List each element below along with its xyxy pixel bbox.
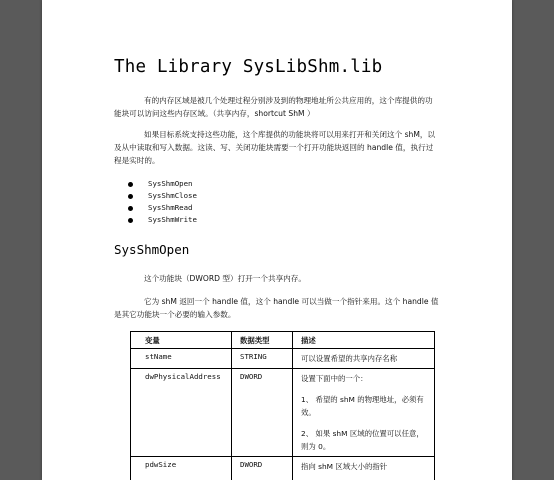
description-line: 2、 如果 shM 区域的位置可以任意，则为 0。 xyxy=(301,429,424,451)
cell-description xyxy=(293,349,435,369)
column-header-variable: 变量 xyxy=(131,332,232,349)
section-heading: SysShmOpen xyxy=(114,242,190,257)
list-item-label: SysShmOpen xyxy=(148,179,193,188)
bullet-icon xyxy=(128,182,133,187)
cell-type: DWORD xyxy=(232,457,293,480)
list-item-label: SysShmWrite xyxy=(148,215,197,224)
document-page xyxy=(42,0,512,480)
list-item-label: SysShmClose xyxy=(148,191,197,200)
cell-variable: pdwSize xyxy=(131,457,232,480)
usage-paragraph: 如果目标系统支持这些功能，这个库提供的功能块将可以用来打开和关闭这个 shM，以及从中读取和写入数据。这读、写、关闭功能块需要一个打开功能块返回的 handle 值，执行过程是实时的。 xyxy=(114,130,436,165)
bullet-icon xyxy=(128,194,133,199)
intro-paragraph: 有的内存区域是被几个处理过程分别涉及到的物理地址所公共应用的，这个库提供的功能块可以访问这些内存区域。（共享内存，shortcut ShM ） xyxy=(114,96,433,118)
table-row xyxy=(131,349,435,369)
section-paragraph-1: 这个功能块（DWORD 型）打开一个共享内存。 xyxy=(144,274,306,283)
table-header-row xyxy=(131,332,435,349)
cell-type: DWORD xyxy=(232,369,293,457)
bullet-icon xyxy=(128,206,133,211)
function-list xyxy=(128,178,197,226)
list-item xyxy=(128,190,197,202)
description-line: 1、 希望的 shM 的物理地址，必须有效。 xyxy=(301,395,424,417)
list-item xyxy=(128,178,197,190)
cell-description xyxy=(293,457,435,480)
cell-type: STRING xyxy=(232,349,293,369)
cell-description xyxy=(293,369,435,457)
cell-variable: stName xyxy=(131,349,232,369)
column-header-description: 描述 xyxy=(293,332,435,349)
list-item xyxy=(128,202,197,214)
list-item-label: SysShmRead xyxy=(148,203,193,212)
cell-variable: dwPhysicalAddress xyxy=(131,369,232,457)
column-header-type: 数据类型 xyxy=(232,332,293,349)
description-line: 可以设置希望的共享内存名称 xyxy=(301,354,398,363)
table-row xyxy=(131,457,435,480)
description-line: 指向 shM 区域大小的指针 xyxy=(301,462,388,471)
description-line: 设置下面中的一个： xyxy=(301,374,368,383)
page-title: The Library SysLibShm.lib xyxy=(114,57,383,77)
parameter-table xyxy=(130,331,435,480)
section-paragraph-2: 它为 shM 返回一个 handle 值，这个 handle 可以当做一个指针来用。这个 handle 值是其它功能块一个必要的输入参数。 xyxy=(114,297,439,319)
list-item xyxy=(128,214,197,226)
bullet-icon xyxy=(128,218,133,223)
table-row xyxy=(131,369,435,457)
